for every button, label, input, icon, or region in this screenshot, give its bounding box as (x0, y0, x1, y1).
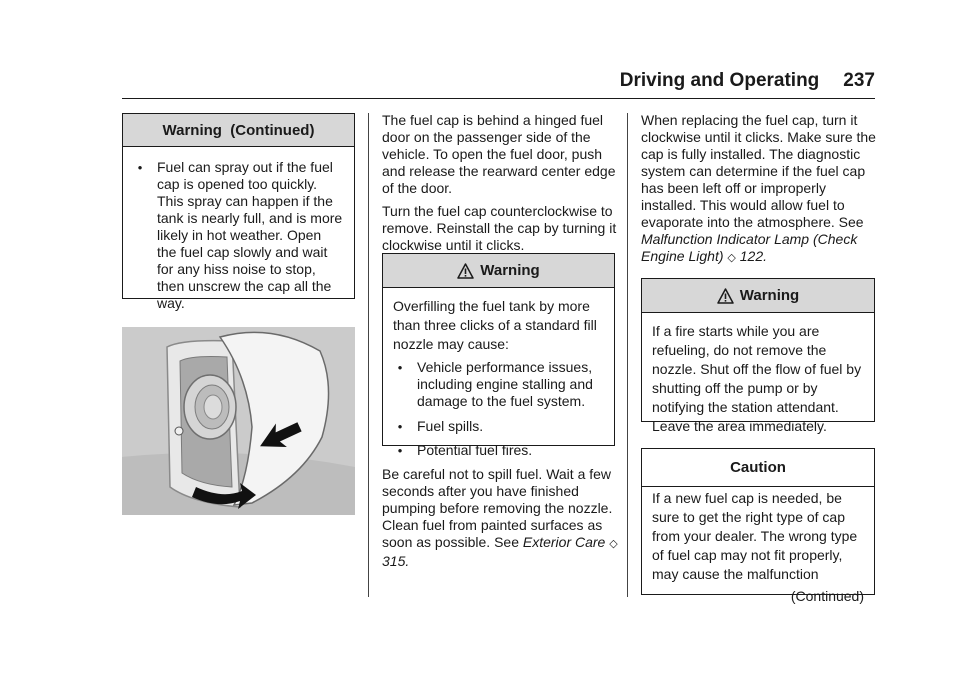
fire-warning-title: Warning (642, 279, 874, 313)
section-title: Driving and Operating (619, 70, 820, 91)
warning-continued-body (123, 147, 354, 320)
overfill-warning-body (383, 288, 614, 468)
header-rule (122, 98, 875, 99)
caution-box (641, 448, 875, 604)
overfill-warning-box (382, 253, 615, 458)
middle-text-top (382, 112, 618, 260)
page-header (620, 70, 875, 92)
paragraph: Be careful not to spill fuel. Wait a few seconds after you have finished pumping before removing the nozzle. Clean fuel from painted surfaces as soon as possible. See Exterior Care ◇ 315. (382, 466, 618, 569)
right-text-top (641, 112, 877, 273)
bullet-text: Fuel can spray out if the fuel cap is opened too quickly. This spray can happen if the tank is nearly full, and is more likely in hot weather. Open the fuel cap slowly and wait for any hiss noise to stop, then unscrew the cap all the way. (157, 159, 343, 311)
fuel-door-icon (122, 327, 355, 515)
reference-page: 122. (739, 248, 768, 264)
warning-intro: Overfilling the fuel tank by more than three clicks of a standard fill nozzle may cause: (393, 298, 597, 352)
column-separator-2 (627, 113, 628, 597)
bullet-mark: • (137, 160, 143, 175)
cross-reference-link[interactable]: Exterior Care (522, 534, 606, 550)
paragraph: Turn the fuel cap counterclockwise to remove. Reinstall the cap by turning it clockwise until it clicks. (382, 203, 617, 253)
list-item (133, 159, 344, 312)
ref-icon: ◇ (609, 538, 618, 550)
caution-body: If a new fuel cap is needed, be sure to get the right type of cap from your dealer. The wrong type of fuel cap may not fit properly, may cause the malfunction (Continued) (652, 490, 864, 604)
warning-continued-box (122, 113, 355, 311)
column-separator-1 (368, 113, 369, 597)
warning-icon (457, 263, 474, 279)
continued-label: (Continued) (790, 588, 864, 604)
reference-page: 315. (382, 553, 410, 569)
fuel-door-illustration (122, 327, 355, 515)
ref-icon: ◇ (727, 252, 736, 264)
paragraph: The fuel cap is behind a hinged fuel door on the passenger side of the vehicle. To open the fuel door, push and release the rearward center edge of the door. (382, 112, 616, 196)
list-item: • Fuel spills. (397, 418, 484, 434)
list-item: • Potential fuel fires. (397, 442, 533, 458)
overfill-warning-title: Warning (383, 254, 614, 288)
fire-warning-body: If a fire starts while you are refueling, do not remove the nozzle. Shut off the flow of fuel by shutting off the pump or by notifying the station attendant. Leave the area immediately. (652, 323, 862, 434)
warning-continued-title: Warning (Continued) (123, 114, 354, 147)
fire-warning-box (641, 278, 875, 434)
cross-reference-link[interactable]: Malfunction Indicator Lamp (Check Engine Light) (641, 231, 858, 264)
page-number: 237 (843, 70, 875, 91)
warning-icon (717, 288, 734, 304)
paragraph: When replacing the fuel cap, turn it clockwise until it clicks. Make sure the cap is fully installed. The diagnostic system can determine if the fuel cap has been left off or improperly installed. This would allow fuel to evaporate into the atmosphere. See Malfunction Indicator Lamp (Check Engine Light) ◇ 122. (641, 112, 876, 264)
caution-title: Caution (642, 449, 874, 487)
list-item: • Vehicle performance issues, including engine stalling and damage to the fuel system. (397, 359, 593, 409)
middle-text-bottom (382, 466, 618, 576)
